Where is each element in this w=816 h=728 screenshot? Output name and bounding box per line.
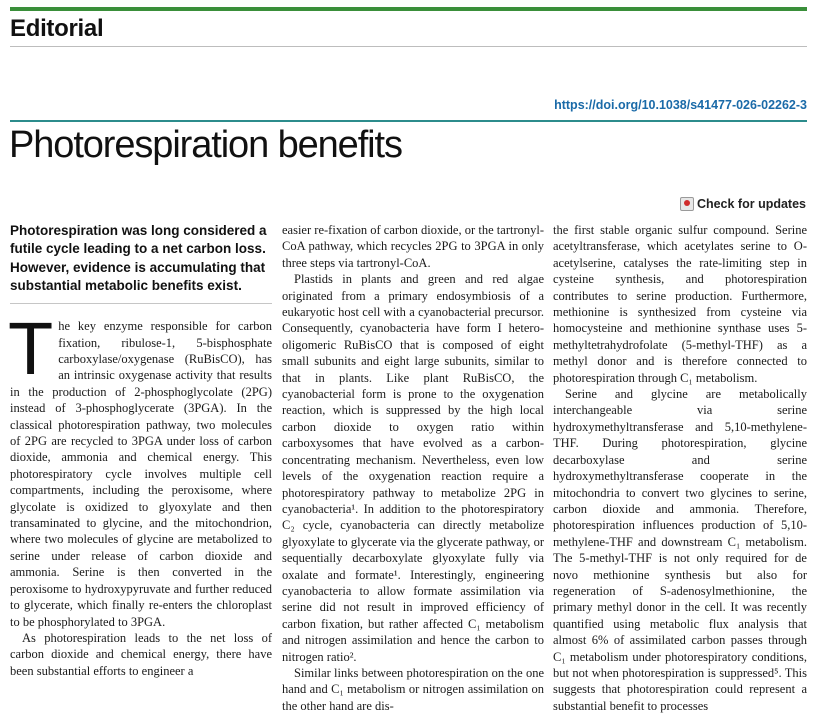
check-for-updates-button[interactable]: [680, 197, 806, 211]
drop-cap: T: [8, 307, 54, 391]
paragraph: As photorespiration leads to the net loss of carbon dioxide and chemical energy, there have been substantial efforts to engineer a: [10, 630, 272, 678]
column-2: [282, 222, 544, 714]
paragraph-text: he key enzyme responsible for carbon fixation, ribulose-1, 5-bisphosphate carboxylase/oxygenase (RuBisCO), has an intrinsic oxygenase activity that results in the production of 2-phosphoglycolate (2PG) instead of 3-phosphoglycerate (3PGA). In the classical photorespiration pathway, two molecules of 2PG are recycled to 3PGA under loss of carbon dioxide, ammonia and chemical energy. This photorespiratory cycle involves multiple cell compartments, including the peroxisome, where glycolate is oxidized to glyoxylate and then transaminated to glycine, and the mitochondrion, where two molecules of glycine are metabolized to serine under release of carbon dioxide and ammonia. Serine is then converted in the peroxisome to hydroxypyruvate and further reduced to glycerate, which finally re-enters the chloroplast to be phosphorylated to 3PGA.: [10, 319, 272, 629]
standfirst: Photorespiration was long considered a futile cycle leading to a net carbon loss. However, evidence is accumulating that substantial metabolic benefits exist.: [10, 223, 267, 293]
brand-bar: [10, 7, 807, 11]
check-updates-icon: [680, 197, 694, 211]
paragraph: the first stable organic sulfur compound. Serine acetyltransferase, which acetylates serine to O-acetylserine, catalyses the rate-limiting step in cysteine synthesis, and photorespiration contributes to serine production. Furthermore, methionine is synthesized from cysteine via homocysteine and methionine synthase uses 5-methyltetrahydrofolate (5-methyl-THF) as a methyl donor and is therefore connected to photorespiration through C₁ metabolism.: [553, 223, 807, 385]
standfirst-divider: [10, 303, 272, 304]
paragraph: Serine and glycine are metabolically interchangeable via serine hydroxymethyltransferase and 5,10-methylene-THF. During photorespiration, glycine decarboxylase and serine hydroxymethyltransferase cooperate in the mitochondria to convert two glycines to serine, carbon dioxide and ammonia. Therefore, photorespiration influences production of 5,10-methylene-THF and downstream C₁ metabolism. The 5-methyl-THF is not only required for de novo methionine synthesis but also for regeneration of S-adenosylmethionine, the primary methyl donor in the cell. It was recently quantified using metabolic flux analysis that almost 6% of assimilated carbon passes through C₁ metabolism under photorespiratory conditions, but not when photorespiration is suppressed⁵. This suggests that photorespiration could represent a substantial benefit to processes: [553, 387, 807, 713]
check-updates-label: Check for updates: [696, 197, 806, 211]
section-label: Editorial: [10, 15, 104, 42]
column-1: [10, 222, 272, 679]
title-rule: [10, 120, 807, 122]
column-3: [553, 222, 807, 714]
doi-link[interactable]: https://doi.org/10.1038/s41477-026-02262-3: [554, 98, 807, 112]
paragraph: Similar links between photorespiration on the one hand and C₁ metabolism or nitrogen assimilation on the other hand are dis-: [282, 665, 544, 713]
paragraph: easier re-fixation of carbon dioxide, or the tartronyl-CoA pathway, which recycles 2PG to 3PGA in only three steps via tartronyl-CoA.: [282, 223, 544, 270]
paragraph: Plastids in plants and green and red algae originated from a primary endosymbiosis of a eukaryotic host cell with a cyanobacterial precursor. Consequently, cyanobacteria have form I hetero-oligomeric RuBisCO that is composed of eight small subunits and eight large subunits, similar to that in plants. Like plant RuBisCO, the cyanobacterial form is prone to the oxygenation reaction, which is suppressed by the high local carbon dioxide to oxygen ratio within carboxysomes that have evolved as a carbon-concentrating mechanism. Nevertheless, even low levels of the oxygenation reaction require a photorespiratory pathway to metabolize 2PG in cyanobacteria¹. In addition to the photorespiratory C₂ cycle, cyanobacteria can directly metabolize glyoxylate to glycerate via the glycerate pathway, or sequentially decarboxylate glyoxylate fully via oxalate and formate¹. Interestingly, engineering cyanobacteria to allow formate assimilation via serine did not result in improved efficiency of carbon fixation, but rather affected C₁ metabolism and nitrogen assimilation and hence the carbon to nitrogen ratio².: [282, 272, 544, 664]
article-title: Photorespiration benefits: [9, 124, 402, 166]
header-divider: [10, 46, 807, 47]
paragraph: [8, 307, 272, 630]
